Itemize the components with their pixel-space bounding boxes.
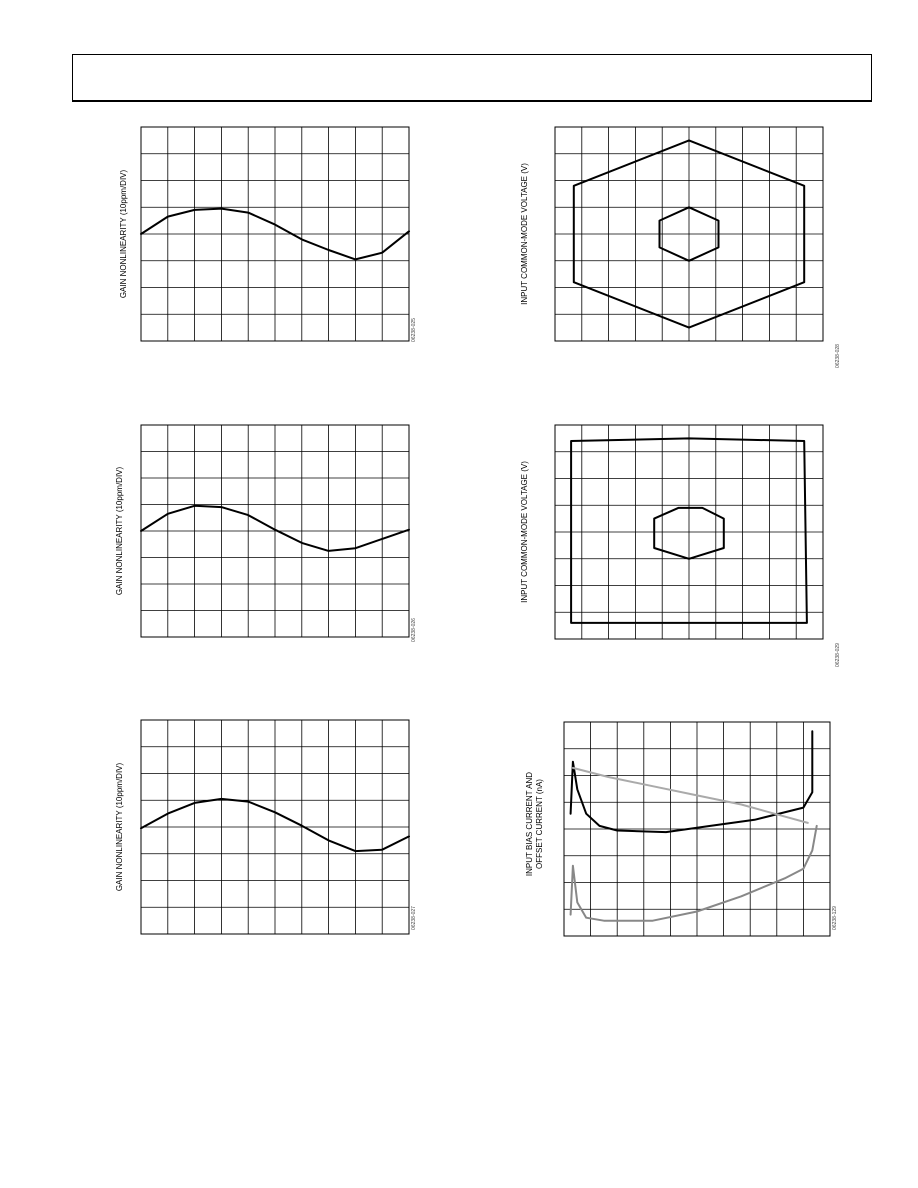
chart-svg (555, 425, 823, 639)
chart-svg (555, 127, 823, 341)
figure-id: 06238-129 (831, 906, 838, 930)
figure-id: 06238-028 (834, 344, 841, 368)
chart-svg (141, 720, 409, 934)
figure-id: 06238-029 (834, 643, 841, 667)
chart-svg (141, 425, 409, 637)
y-axis-label: GAIN NONLINEARITY (10ppm/DIV) (119, 169, 129, 299)
y-axis-label: GAIN NONLINEARITY (10ppm/DIV) (115, 762, 125, 892)
chart-svg (564, 722, 830, 936)
figure-id: 06238-027 (410, 906, 417, 930)
series-line-3 (571, 826, 817, 921)
figure-id: 06238-025 (410, 318, 417, 342)
page-header-box (72, 54, 872, 102)
y-axis-label: INPUT COMMON-MODE VOLTAGE (V) (519, 461, 529, 603)
y-axis-label: INPUT COMMON-MODE VOLTAGE (V) (519, 163, 529, 305)
y-axis-label: GAIN NONLINEARITY (10ppm/DIV) (115, 466, 125, 596)
series-line-1 (571, 731, 813, 832)
figure-id: 06238-026 (410, 618, 417, 642)
y-axis-label: INPUT BIAS CURRENT AND OFFSET CURRENT (nA) (525, 771, 544, 877)
chart-svg (141, 127, 409, 341)
